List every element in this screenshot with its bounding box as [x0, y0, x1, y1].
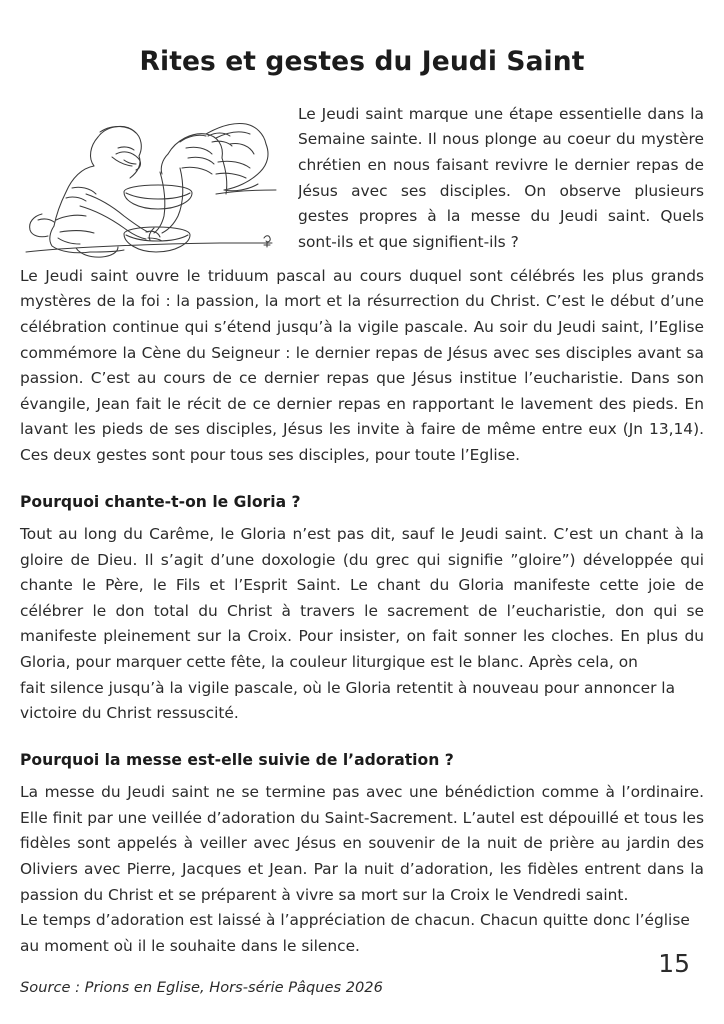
intro-block [20, 78, 704, 264]
page-number: 15 [658, 949, 690, 978]
footer [20, 979, 704, 998]
intro-paragraph: Le Jeudi saint marque une étape essentielle dans la Semaine sainte. Il nous plonge au coeur du mystère chrétien en nous faisant revivre le dernier repas de Jésus avec ses disciples. On observe plusieurs gestes propres à la messe du Jeudi saint. Quels sont-ils et que signifient-ils ? [298, 104, 704, 251]
section-paragraph-adoration-tail: Le temps d’adoration est laissé à l’appréciation de chacun. Chacun quitte donc l’église au moment où il le souhaite dans le silence. [20, 911, 690, 955]
section-paragraph-gloria: Tout au long du Carême, le Gloria n’est pas dit, sauf le Jeudi saint. C’est un chant à la gloire de Dieu. Il s’agit d’une doxologie (du grec qui signifie ”gloire”) développée qui chante le Père, le Fils et l’Esprit Saint. Le chant du Gloria manifeste cette joie de célébrer le don total du Christ à travers le sacrement de l’eucharistie, don qui se manifeste pleinement sur la Croix. Pour insister, on fait sonner les cloches. En plus du Gloria, pour marquer cette fête, la couleur liturgique est le blanc. Après cela, on [20, 525, 704, 671]
main-paragraph: Le Jeudi saint ouvre le triduum pascal au cours duquel sont célébrés les plus grands mystères de la foi : la passion, la mort et la résurrection du Christ. C’est le début d’une célébration continue qui s’étend jusqu’à la vigile pascale. Au soir du Jeudi saint, l’Eglise commémore la Cène du Seigneur : le dernier repas de Jésus avec ses disciples avant sa passion. C’est au cours de ce dernier repas que Jésus institue l’eucharistie. Dans son évangile, Jean fait le récit de ce dernier repas en rapportant le lavement des pieds. En lavant les pieds de ses disciples, Jésus les invite à faire de même entre eux (Jn 13,14). Ces deux gestes sont pour tous ses disciples, pour toute l’Eglise. [20, 266, 704, 464]
washing-of-the-feet-illustration [20, 102, 282, 260]
section-paragraph-gloria-tail: fait silence jusqu’à la vigile pascale, où le Gloria retentit à nouveau pour annoncer la victoire du Christ ressuscité. [20, 678, 675, 723]
section-paragraph-adoration: La messe du Jeudi saint ne se termine pas avec une bénédiction comme à l’ordinaire. Elle finit par une veillée d’adoration du Saint-Sacrement. L’autel est dépouillé et tous les fidèles sont appelés à veiller avec Jésus en souvenir de la nuit de prière au jardin des Oliviers avec Pierre, Jacques et Jean. Par la nuit d’adoration, les fidèles entrent dans la passion du Christ et se préparent à vivre sa mort sur la Croix le Vendredi saint. [20, 783, 704, 904]
section-heading-adoration: Pourquoi la messe est-elle suivie de l’adoration ? [20, 750, 454, 769]
section-heading-gloria: Pourquoi chante-t-on le Gloria ? [20, 492, 301, 511]
page-title: Rites et gestes du Jeudi Saint [139, 46, 585, 77]
source-citation: Source : Prions en Eglise, Hors-série Pâques 2026 [20, 979, 383, 997]
